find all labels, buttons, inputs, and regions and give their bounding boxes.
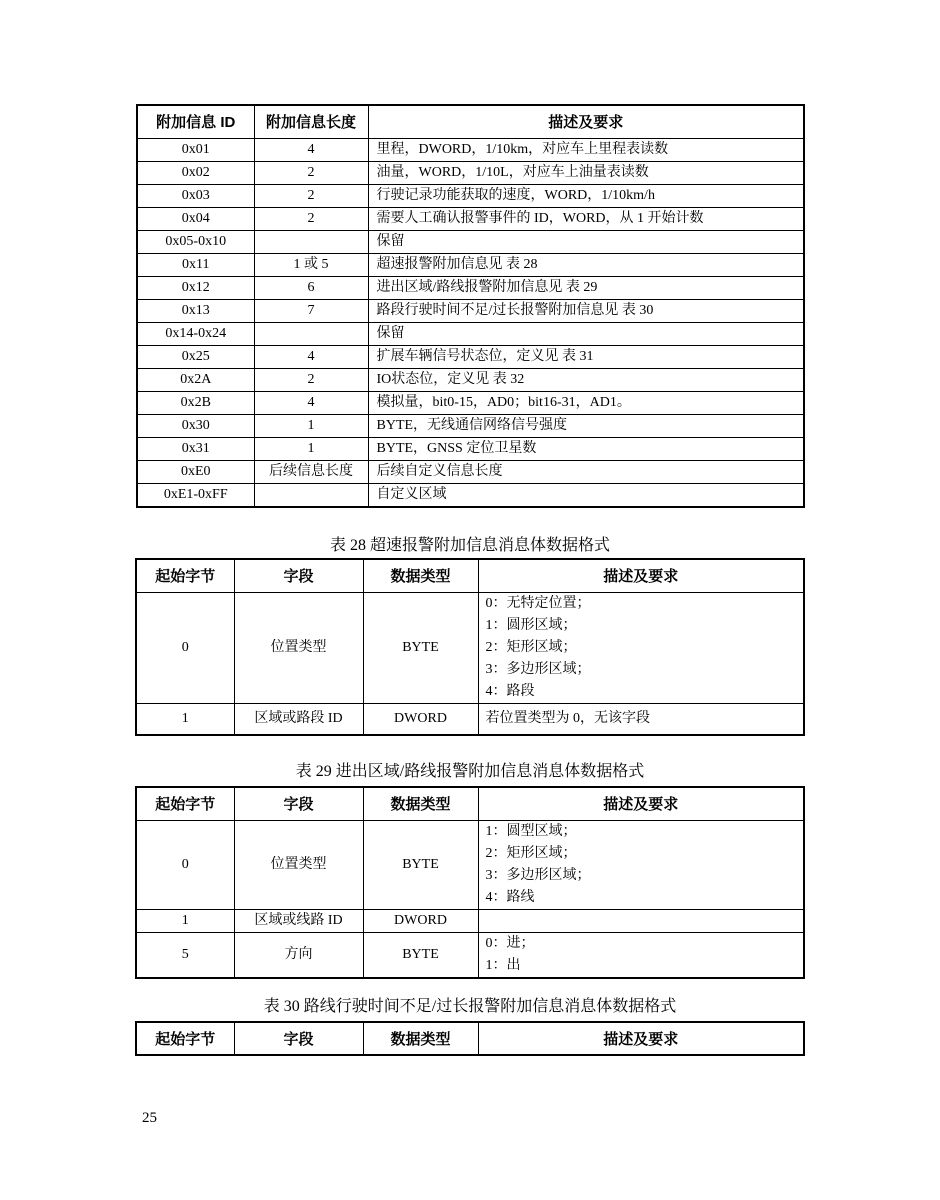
- table-cell: 0x02: [137, 161, 254, 184]
- table-cell: 0x30: [137, 414, 254, 437]
- table-header-row: [137, 105, 804, 138]
- table-cell: 区域或线路 ID: [234, 909, 363, 932]
- table-cell: 位置类型: [234, 592, 363, 703]
- table-cell: BYTE: [363, 592, 478, 703]
- table-cell: 1 或 5: [254, 253, 368, 276]
- table-cell: 0x2A: [137, 368, 254, 391]
- table-cell: 后续信息长度: [254, 460, 368, 483]
- table-cell: IO状态位，定义见 表 32: [368, 368, 804, 391]
- table-cell: 5: [136, 932, 234, 978]
- table-cell: 需要人工确认报警事件的 ID，WORD，从 1 开始计数: [368, 207, 804, 230]
- table-cell: 1: [136, 703, 234, 735]
- table-cell: 模拟量，bit0-15，AD0；bit16-31，AD1。: [368, 391, 804, 414]
- column-header: 字段: [234, 787, 363, 820]
- table-cell: [478, 820, 804, 909]
- column-header: 起始字节: [136, 787, 234, 820]
- table-cell: 油量，WORD，1/10L，对应车上油量表读数: [368, 161, 804, 184]
- column-header: 附加信息长度: [254, 105, 368, 138]
- table-row: [137, 184, 804, 207]
- table-header-row: [136, 787, 804, 820]
- table-cell: 4: [254, 391, 368, 414]
- cell-text-line: 2：矩形区域；: [485, 639, 577, 655]
- table-row: [137, 230, 804, 253]
- table-cell: [254, 483, 368, 507]
- table-cell: 行驶记录功能获取的速度，WORD，1/10km/h: [368, 184, 804, 207]
- column-header: 描述及要求: [368, 105, 804, 138]
- table-row: [137, 322, 804, 345]
- table-row: [136, 592, 804, 703]
- table-30-caption: 表 30 路线行驶时间不足/过长报警附加信息消息体数据格式: [263, 998, 677, 1015]
- table-cell: 0x04: [137, 207, 254, 230]
- column-header: 字段: [234, 559, 363, 592]
- column-header: 数据类型: [363, 787, 478, 820]
- table-cell: 0x11: [137, 253, 254, 276]
- table-cell: 后续自定义信息长度: [368, 460, 804, 483]
- table-cell: 0x03: [137, 184, 254, 207]
- table-header-row: [136, 1022, 804, 1055]
- table-cell: 0x25: [137, 345, 254, 368]
- table-cell: [478, 592, 804, 703]
- cell-text-line: 1：出: [485, 957, 521, 973]
- table-cell: 0xE0: [137, 460, 254, 483]
- table-header-row: [136, 559, 804, 592]
- table-cell: 区域或路段 ID: [234, 703, 363, 735]
- table-cell: 2: [254, 368, 368, 391]
- table-cell: 2: [254, 207, 368, 230]
- table-cell: 路段行驶时间不足/过长报警附加信息见 表 30: [368, 299, 804, 322]
- table-cell: 0xE1-0xFF: [137, 483, 254, 507]
- table-cell: DWORD: [363, 703, 478, 735]
- table-cell: 1: [254, 437, 368, 460]
- page-number: 25: [142, 1110, 157, 1126]
- table-cell: 2: [254, 184, 368, 207]
- cell-text-line: 0：进；: [485, 935, 535, 951]
- table-row: [136, 909, 804, 932]
- column-header: 描述及要求: [478, 1022, 804, 1055]
- table-cell: BYTE: [363, 820, 478, 909]
- table-cell: [254, 230, 368, 253]
- column-header: 字段: [234, 1022, 363, 1055]
- cell-text-line: 3：多边形区域；: [485, 867, 591, 883]
- table-row: [136, 932, 804, 978]
- table-cell: 进出区域/路线报警附加信息见 表 29: [368, 276, 804, 299]
- cell-text-line: 0：无特定位置；: [485, 595, 591, 611]
- table-row: [137, 437, 804, 460]
- table-cell: 4: [254, 345, 368, 368]
- table-cell: 6: [254, 276, 368, 299]
- table-28-caption: 表 28 超速报警附加信息消息体数据格式: [329, 537, 610, 554]
- table-cell: 超速报警附加信息见 表 28: [368, 253, 804, 276]
- table-cell: 2: [254, 161, 368, 184]
- table-cell: 0x14-0x24: [137, 322, 254, 345]
- table-cell: 位置类型: [234, 820, 363, 909]
- table-29-caption: 表 29 进出区域/路线报警附加信息消息体数据格式: [295, 763, 645, 780]
- column-header: 起始字节: [136, 559, 234, 592]
- cell-text-line: 若位置类型为 0，无该字段: [485, 710, 650, 726]
- column-header: 附加信息 ID: [137, 105, 254, 138]
- cell-text-line: 3：多边形区域；: [485, 661, 591, 677]
- table-cell: 0: [136, 592, 234, 703]
- table-cell: 7: [254, 299, 368, 322]
- table-cell: 0x05-0x10: [137, 230, 254, 253]
- table-row: [137, 414, 804, 437]
- table-cell: 0x12: [137, 276, 254, 299]
- table-row: [137, 161, 804, 184]
- column-header: 数据类型: [363, 559, 478, 592]
- table-row: [137, 138, 804, 161]
- table-cell: [478, 932, 804, 978]
- column-header: 起始字节: [136, 1022, 234, 1055]
- table-cell: [478, 909, 804, 932]
- table-row: [137, 391, 804, 414]
- table-cell: [254, 322, 368, 345]
- table-cell: 4: [254, 138, 368, 161]
- table-cell: 保留: [368, 230, 804, 253]
- table-cell: BYTE: [363, 932, 478, 978]
- table-cell: BYTE，无线通信网络信号强度: [368, 414, 804, 437]
- table-cell: 0x13: [137, 299, 254, 322]
- table-row: [136, 820, 804, 909]
- cell-text-line: 4：路段: [485, 683, 535, 699]
- column-header: 描述及要求: [478, 559, 804, 592]
- table-cell: 扩展车辆信号状态位，定义见 表 31: [368, 345, 804, 368]
- table-row: [136, 703, 804, 735]
- table-cell: 0x01: [137, 138, 254, 161]
- table-row: [137, 276, 804, 299]
- table-cell: 保留: [368, 322, 804, 345]
- table-cell: BYTE，GNSS 定位卫星数: [368, 437, 804, 460]
- table-cell: 1: [136, 909, 234, 932]
- table-row: [137, 253, 804, 276]
- table-row: [137, 299, 804, 322]
- column-header: 数据类型: [363, 1022, 478, 1055]
- table-cell: 自定义区域: [368, 483, 804, 507]
- table-row: [137, 460, 804, 483]
- table-cell: 0x31: [137, 437, 254, 460]
- table-cell: [478, 703, 804, 735]
- cell-text-line: 4：路线: [485, 889, 535, 905]
- additional-info-id-table: [136, 104, 805, 508]
- table-cell: 方向: [234, 932, 363, 978]
- table-row: [137, 368, 804, 391]
- table-cell: 0: [136, 820, 234, 909]
- table-cell: DWORD: [363, 909, 478, 932]
- table-cell: 里程，DWORD，1/10km，对应车上里程表读数: [368, 138, 804, 161]
- column-header: 描述及要求: [478, 787, 804, 820]
- table-30-route-time-alarm: [135, 1021, 805, 1056]
- cell-text-line: 2：矩形区域；: [485, 845, 577, 861]
- table-row: [137, 207, 804, 230]
- cell-text-line: 1：圆形区域；: [485, 617, 577, 633]
- table-28-overspeed-alarm: [135, 558, 805, 736]
- table-row: [137, 345, 804, 368]
- cell-text-line: 1：圆型区域；: [485, 823, 577, 839]
- table-cell: 1: [254, 414, 368, 437]
- table-row: [137, 483, 804, 507]
- table-29-area-route-alarm: [135, 786, 805, 979]
- table-cell: 0x2B: [137, 391, 254, 414]
